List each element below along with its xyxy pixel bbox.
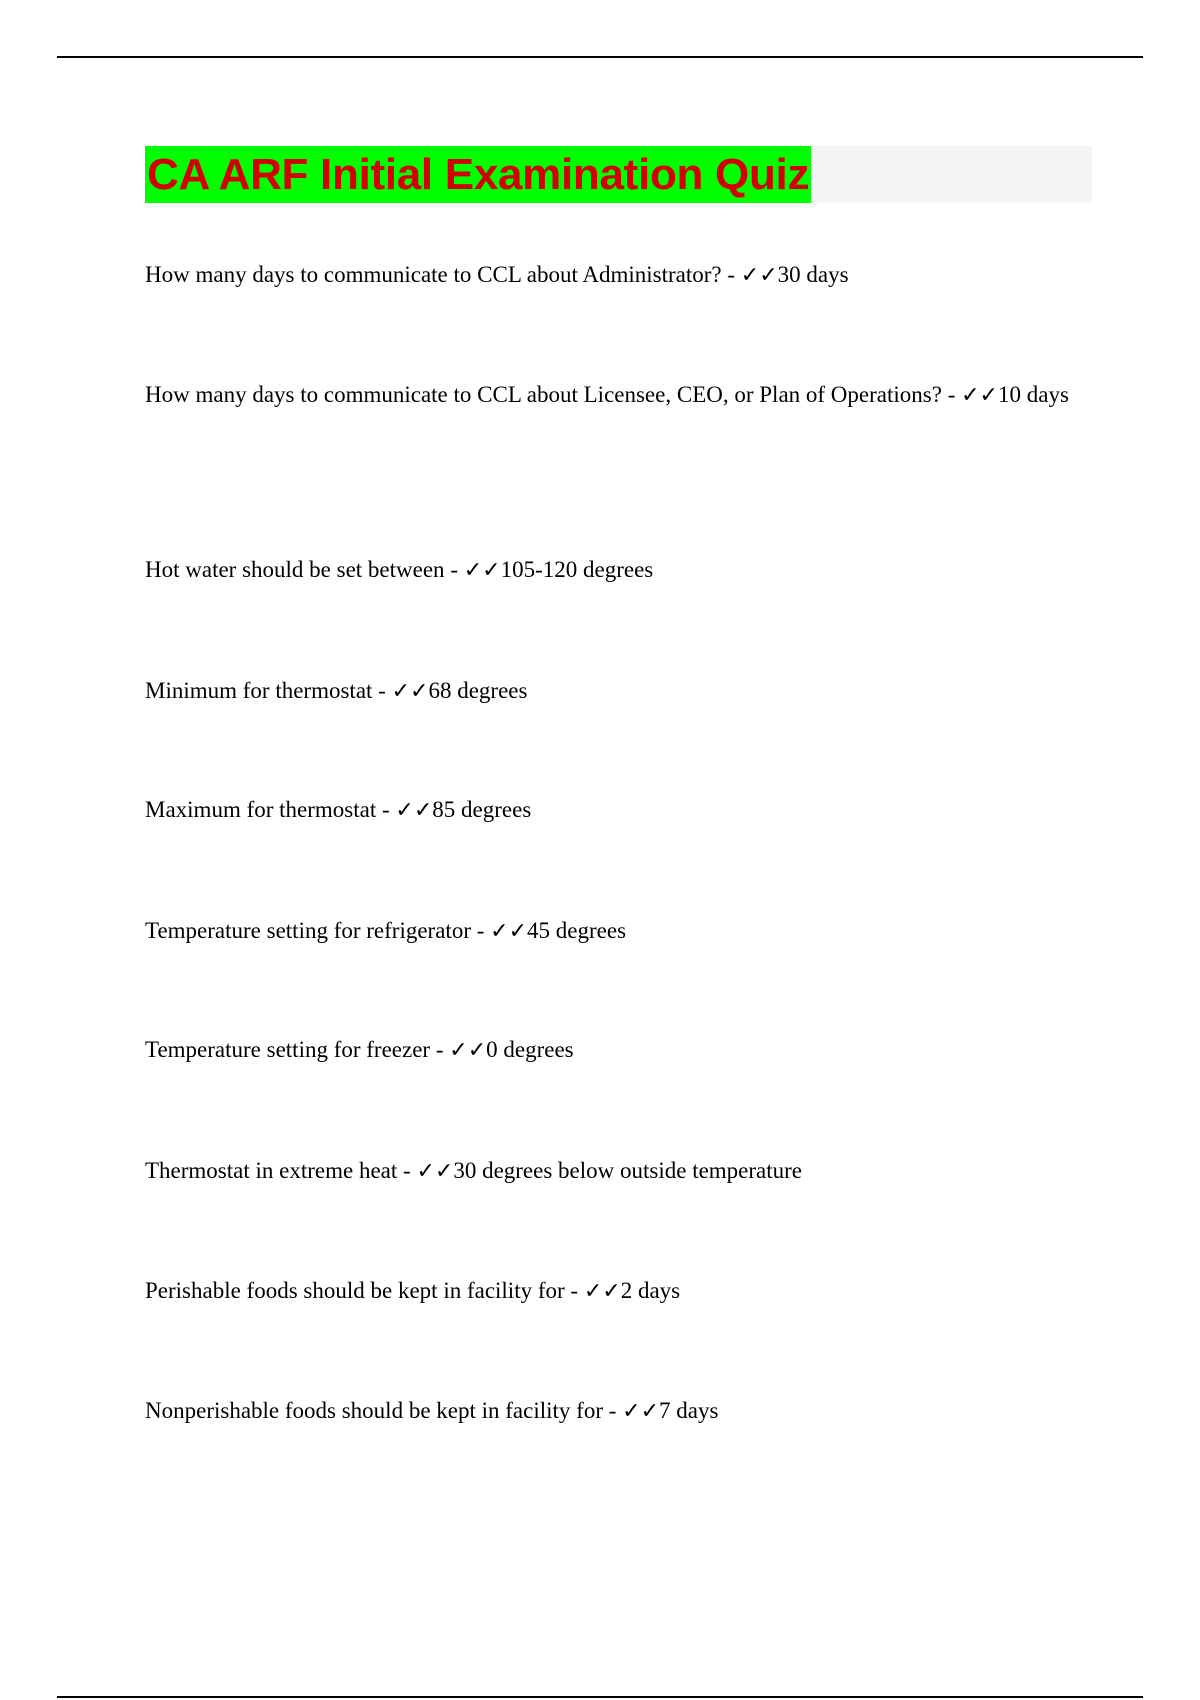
top-rule [57,56,1143,58]
double-check-icon: ✓✓ [449,1038,487,1063]
answer-text: 10 days [997,382,1069,407]
question-text: Nonperishable foods should be kept in facility for [145,1398,603,1423]
question-text: How many days to communicate to CCL about Licensee, CEO, or Plan of Operations? [145,382,942,407]
separator: - [397,1158,417,1183]
answer-text: 7 days [659,1398,719,1423]
qa-item [145,1020,1090,1081]
answer-text: 30 degrees below outside temperature [453,1158,803,1183]
separator: - [941,382,962,407]
separator: - [470,918,491,943]
answer-text: 2 days [620,1278,681,1303]
qa-item [145,901,1090,962]
answer-text: 85 degrees [432,797,532,822]
question-text: Temperature setting for freezer [145,1037,431,1062]
qa-item [145,661,1090,722]
answer-text: 68 degrees [428,678,528,703]
qa-item [145,1141,1090,1202]
double-check-icon: ✓✓ [583,1279,621,1304]
double-check-icon: ✓✓ [622,1399,660,1424]
separator: - [376,797,396,822]
double-check-icon: ✓✓ [961,383,998,408]
question-text: Thermostat in extreme heat [145,1158,398,1183]
answer-text: 30 days [777,262,849,287]
question-text: Temperature setting for refrigerator [145,918,471,943]
separator: - [564,1278,584,1303]
bottom-rule [57,1696,1143,1698]
question-text: Maximum for thermostat [145,797,377,822]
separator: - [372,678,392,703]
qa-item [145,245,1090,306]
qa-item [145,365,1090,426]
qa-item [145,1261,1090,1322]
answer-text: 45 degrees [527,918,627,943]
double-check-icon: ✓✓ [395,798,433,823]
double-check-icon: ✓✓ [416,1159,454,1184]
separator: - [602,1398,623,1423]
qa-item [145,1381,1090,1442]
question-text: How many days to communicate to CCL about Administrator? [145,262,722,287]
separator: - [444,557,464,582]
question-text: Hot water should be set between [145,557,445,582]
double-check-icon: ✓✓ [463,558,501,583]
double-check-icon: ✓✓ [391,679,429,704]
question-text: Perishable foods should be kept in facility for [145,1278,565,1303]
separator: - [430,1037,450,1062]
answer-text: 0 degrees [486,1037,574,1062]
qa-item [145,540,1090,601]
answer-text: 105-120 degrees [500,557,654,582]
page-title: CA ARF Initial Examination Quiz [145,146,811,203]
question-text: Minimum for thermostat [145,678,373,703]
qa-item [145,780,1090,841]
double-check-icon: ✓✓ [740,263,778,288]
double-check-icon: ✓✓ [490,919,528,944]
separator: - [721,262,741,287]
